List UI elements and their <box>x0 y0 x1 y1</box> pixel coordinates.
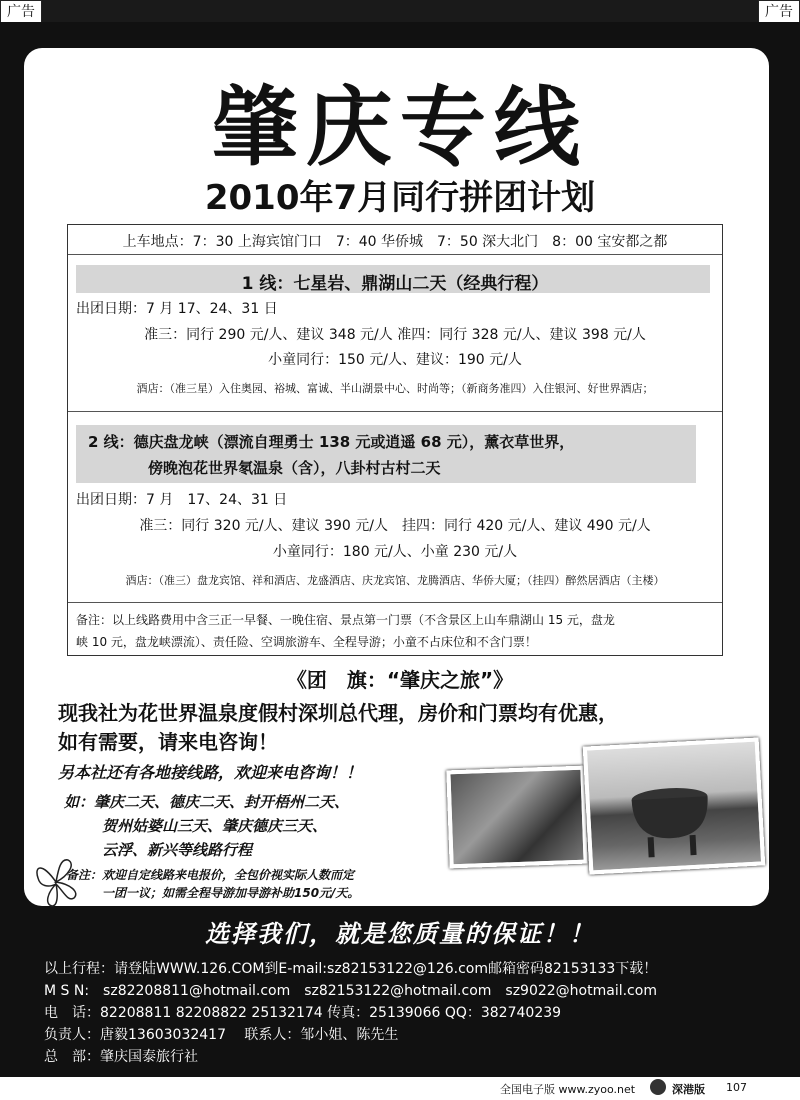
itinerary-table <box>67 224 723 656</box>
line2-dates: 出团日期：7 月 17、24、31 日 <box>76 492 288 508</box>
agent-line-1: 现我社为花世界温泉度假村深圳总代理，房价和门票均有优惠， <box>58 701 618 725</box>
contact-hq: 总 部：肇庆国泰旅行社 <box>44 1049 198 1065</box>
footer <box>0 1077 800 1100</box>
routes-line-1: 如：肇庆二天、德庆二天、封开梧州二天、 <box>64 793 350 811</box>
line1-heading: 1 线：七星岩、鼎湖山二天（经典行程） <box>241 274 549 294</box>
line2-child-price: 小童同行：180 元/人、小童 230 元/人 <box>272 544 518 560</box>
line1-dates: 出团日期：7 月 17、24、31 日 <box>76 301 278 317</box>
contact-person: 负责人：唐毅13603032417 联系人：邹小姐、陈先生 <box>44 1027 399 1043</box>
ad-label-right: 广告 <box>758 0 800 24</box>
routes-line-3: 云浮、新兴等线路行程 <box>102 841 253 859</box>
photo-rock <box>446 766 587 869</box>
photo-cauldron <box>583 737 765 874</box>
remark-line-1: 备注：欢迎自定线路来电报价，全包价视实际人数而定 <box>66 868 355 882</box>
slogan: 选择我们，就是您质量的保证！！ <box>205 920 595 948</box>
contact-phone: 电 话：82208811 82208822 25132174 传真：25139066 QQ：382740239 <box>44 1005 562 1021</box>
boarding-info: 上车地点：7：30 上海宾馆门口 7：40 华侨城 7：50 深大北门 8：00 宝安都之都 <box>122 234 668 250</box>
divider <box>68 411 722 412</box>
routes-line-2: 贺州姑婆山三天、肇庆德庆三天、 <box>102 817 328 835</box>
line2-heading-1: 2 线：德庆盘龙峡（漂流自理勇士 138 元或逍遥 68 元），薰衣草世界， <box>88 433 575 451</box>
note-line-1: 备注：以上线路费用中含三正一早餐、一晚住宿、景点第一门票（不含景区上山车鼎湖山 15 元，盘龙 <box>76 613 615 627</box>
line2-price: 准三：同行 320 元/人、建议 390 元/人 挂四：同行 420 元/人、建议 490 元/人 <box>139 518 651 534</box>
note-line-2: 峡 10 元，盘龙峡漂流）、责任险、空调旅游车、全程导游；小童不占床位和不含门票！ <box>76 635 537 649</box>
group-flag: 《团 旗：“肇庆之旅”》 <box>286 668 514 692</box>
line1-price: 准三：同行 290 元/人、建议 348 元/人 准四：同行 328 元/人、建议 398 元/人 <box>144 327 646 343</box>
line2-heading-2: 傍晚泡花世界氡温泉（含），八卦村古村二天 <box>148 459 441 477</box>
line1-hotel: 酒店：（准三星）入住奥园、裕城、富诚、半山湖景中心、时尚等；（新商务准四）入住银河、好世界酒店； <box>136 382 654 395</box>
remark-line-2: 一团一议；如需全程导游加导游补助150元/天。 <box>102 886 360 900</box>
cauldron-icon <box>587 742 761 871</box>
page-title: 肇庆专线 <box>212 77 588 178</box>
contact-msn: M S N: sz82208811@hotmail.com sz82153122@hotmail.com sz9022@hotmail.com <box>44 983 657 999</box>
divider <box>68 254 722 255</box>
other-routes: 另本社还有各地接线路，欢迎来电咨询！！ <box>58 763 363 782</box>
line2-hotel: 酒店：（准三）盘龙宾馆、祥和酒店、龙盛酒店、庆龙宾馆、龙腾酒店、华侨大厦；（挂四）醉然居酒店（主楼） <box>125 574 665 587</box>
footer-logo-icon <box>650 1079 666 1095</box>
divider <box>68 602 722 603</box>
line1-child-price: 小童同行：150 元/人、建议：190 元/人 <box>268 352 522 368</box>
top-bar <box>0 0 800 22</box>
footer-site: 全国电子版 www.zyoo.net <box>500 1083 636 1096</box>
page-number: 107 <box>726 1081 747 1094</box>
page-subtitle: 2010年7月同行拼团计划 <box>204 178 596 218</box>
contact-download: 以上行程：请登陆WWW.126.COM到E-mail:sz82153122@126.com邮箱密码82153133下载！ <box>44 961 658 977</box>
ad-label-left: 广告 <box>0 0 42 24</box>
agent-line-2: 如有需要，请来电咨询！ <box>58 730 278 754</box>
footer-edition: 深港版 <box>672 1083 705 1096</box>
